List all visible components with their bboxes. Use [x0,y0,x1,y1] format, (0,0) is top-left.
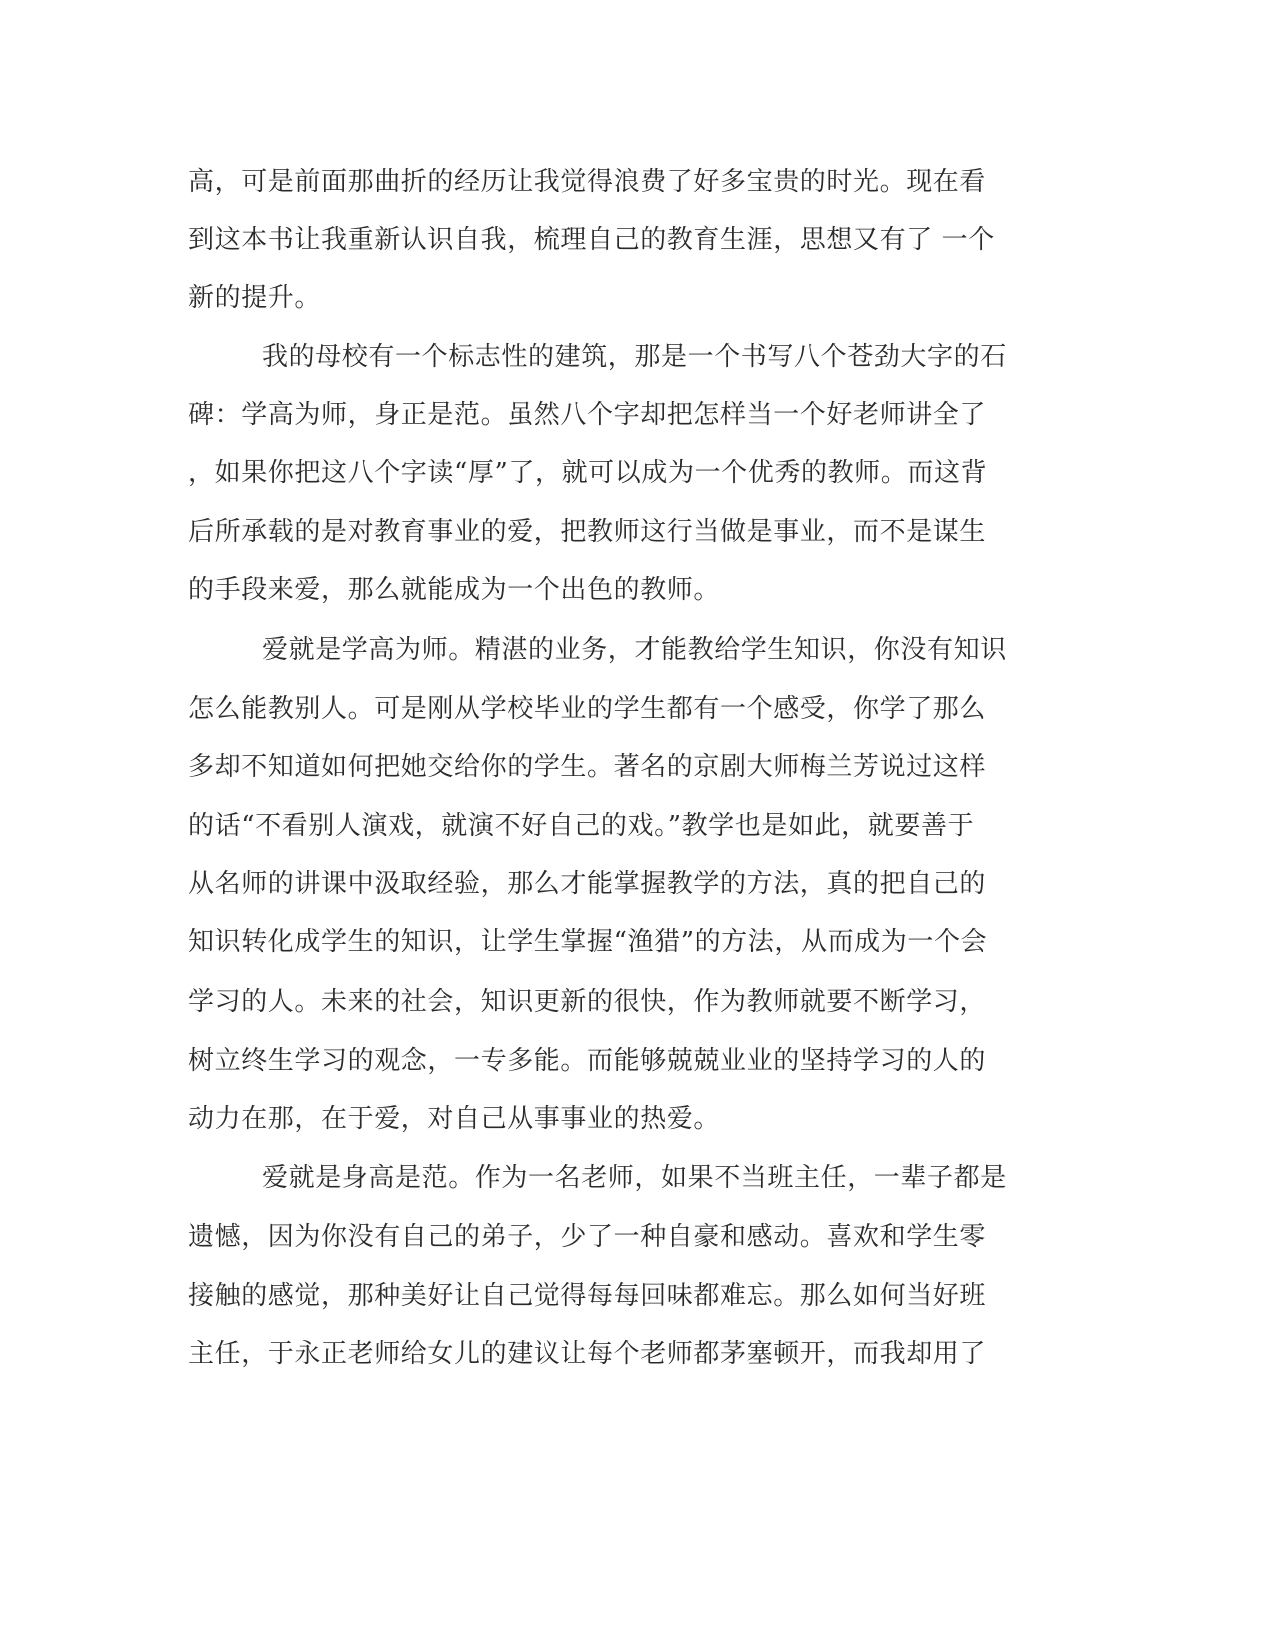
text-line: 知识转化成学生的知识，让学生掌握“渔猎”的方法，从而成为一个会 [188,927,988,957]
paragraph-first-line: 爱就是身高是范。作为一名老师，如果不当班主任，一辈子都是 [262,1163,1007,1193]
text-line: 学习的人。未来的社会，知识更新的很快，作为教师就要不断学习， [188,987,987,1017]
text-line: 主任，于永正老师给女儿的建议让每个老师都茅塞顿开，而我却用了 [188,1339,987,1369]
text-line: 的话“不看别人演戏，就演不好自己的戏。”教学也是如此，就要善于 [188,811,975,841]
text-line: 后所承载的是对教育事业的爱，把教师这行当做是事业，而不是谋生 [188,517,987,547]
text-line: 接触的感觉，那种美好让自己觉得每每回味都难忘。那么如何当好班 [188,1281,987,1311]
text-line: 遗憾，因为你没有自己的弟子，少了一种自豪和感动。喜欢和学生零 [188,1222,987,1252]
text-line: 的手段来爱，那么就能成为一个出色的教师。 [188,575,721,605]
text-line: 高，可是前面那曲折的经历让我觉得浪费了好多宝贵的时光。现在看 [188,167,987,197]
text-line: 新的提升。 [188,283,322,313]
text-line: ，如果你把这八个字读“厚”了，就可以成为一个优秀的教师。而这背 [188,458,988,488]
text-line: 动力在那，在于爱，对自己从事事业的热爱。 [188,1104,721,1134]
text-line: 从名师的讲课中汲取经验，那么才能掌握教学的方法，真的把自己的 [188,869,987,899]
text-line: 多却不知道如何把她交给你的学生。著名的京剧大师梅兰芳说过这样 [188,752,987,782]
text-line: 到这本书让我重新认识自我，梳理自己的教育生涯，思想又有了 一个 [188,225,995,255]
text-line: 碑：学高为师，身正是范。虽然八个字却把怎样当一个好老师讲全了 [188,400,987,430]
text-line: 树立终生学习的观念，一专多能。而能够兢兢业业的坚持学习的人的 [188,1046,987,1076]
paragraph-first-line: 我的母校有一个标志性的建筑，那是一个书写八个苍劲大字的石 [262,342,1007,372]
text-line: 怎么能教别人。可是刚从学校毕业的学生都有一个感受，你学了那么 [188,694,987,724]
paragraph-first-line: 爱就是学高为师。精湛的业务，才能教给学生知识，你没有知识 [262,635,1007,665]
